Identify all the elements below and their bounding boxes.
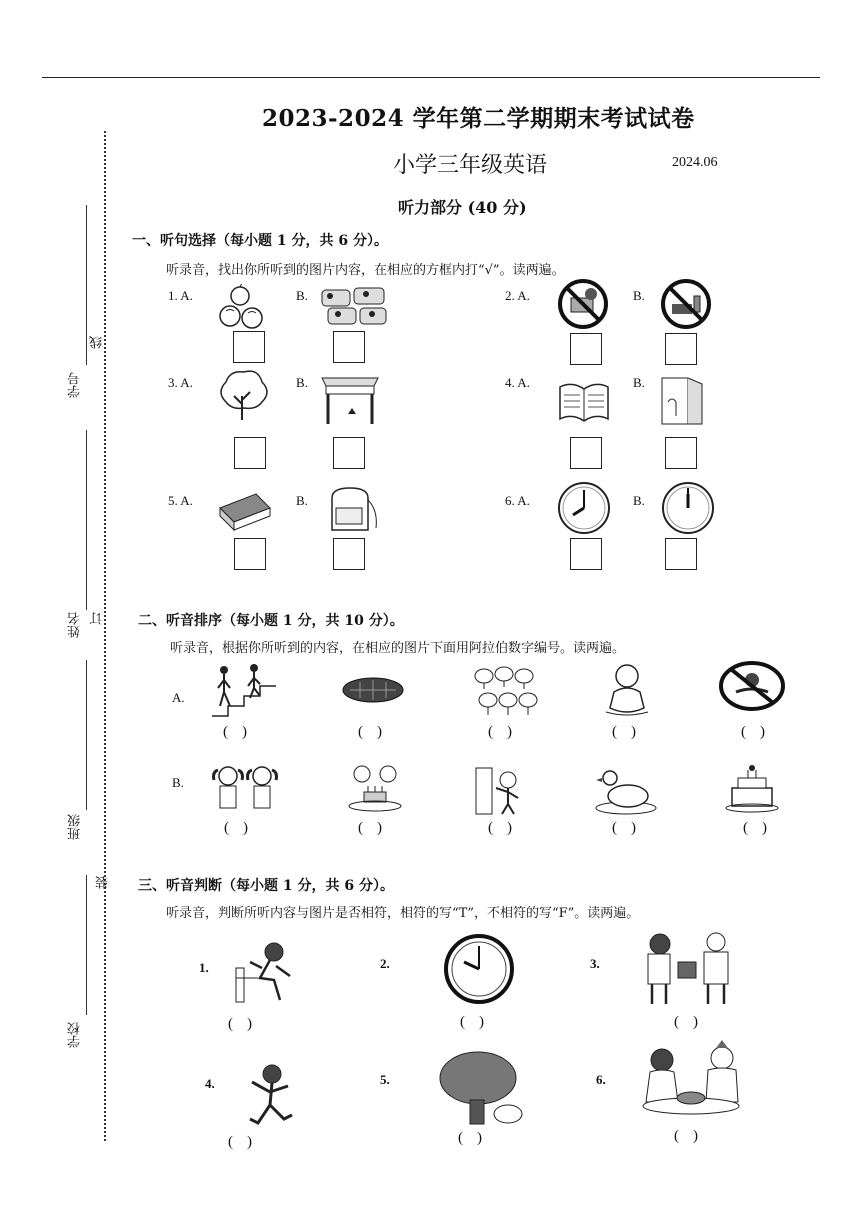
q2-label: 2. A. bbox=[505, 288, 530, 303]
exam-date: 2024.06 bbox=[672, 155, 718, 170]
q1-b-checkbox[interactable] bbox=[333, 331, 365, 363]
q6-b-checkbox[interactable] bbox=[665, 538, 697, 570]
wall-clock-icon bbox=[444, 932, 514, 1006]
b5-answer-parens[interactable]: () bbox=[743, 820, 781, 836]
section1-instruction: 听录音，找出你所听到的图片内容，在相应的方框内打“√”。读两遍。 bbox=[166, 263, 565, 278]
row-b-label: B. bbox=[172, 775, 184, 790]
q3-label: 3. A. bbox=[168, 375, 193, 390]
section2-heading: 二、听音排序（每小题 1 分，共 10 分）。 bbox=[138, 613, 404, 629]
no-reading-sign-icon bbox=[555, 278, 611, 330]
a3-answer-parens[interactable]: () bbox=[488, 724, 526, 740]
j5-answer-parens[interactable]: () bbox=[458, 1130, 496, 1146]
q3-b-label: B. bbox=[296, 375, 308, 390]
j4-answer-parens[interactable]: () bbox=[228, 1134, 266, 1150]
no-swimming-sign-icon bbox=[718, 660, 786, 712]
top-rule bbox=[42, 77, 820, 78]
j6-label: 6. bbox=[596, 1072, 606, 1087]
q2-b-label: B. bbox=[633, 288, 645, 303]
a1-answer-parens[interactable]: () bbox=[223, 724, 261, 740]
q5-b-checkbox[interactable] bbox=[333, 538, 365, 570]
chickens-icon bbox=[470, 660, 542, 718]
j3-answer-parens[interactable]: () bbox=[674, 1014, 712, 1030]
j3-label: 3. bbox=[590, 956, 600, 971]
q1-label: 1. A. bbox=[168, 288, 193, 303]
seal-char-xian: 线 bbox=[90, 336, 105, 349]
q6-a-checkbox[interactable] bbox=[570, 538, 602, 570]
q1-b-label: B. bbox=[296, 288, 308, 303]
section1-heading: 一、听句选择（每小题 1 分，共 6 分）。 bbox=[132, 233, 388, 249]
duck-icon bbox=[592, 766, 660, 816]
student-id-line bbox=[86, 205, 87, 365]
row-a-label: A. bbox=[172, 690, 185, 705]
ladybug-icon bbox=[340, 672, 406, 708]
binding-dotted-line bbox=[104, 131, 106, 1141]
clock-twelve-icon bbox=[660, 480, 716, 536]
name-line bbox=[86, 430, 87, 610]
twin-girls-icon bbox=[210, 764, 282, 818]
giving-gift-icon bbox=[640, 930, 740, 1008]
q4-b-label: B. bbox=[633, 375, 645, 390]
q2-b-checkbox[interactable] bbox=[665, 333, 697, 365]
birthday-cake-icon bbox=[722, 762, 782, 816]
a2-answer-parens[interactable]: () bbox=[358, 724, 396, 740]
a5-answer-parens[interactable]: () bbox=[741, 724, 779, 740]
q3-a-checkbox[interactable] bbox=[234, 437, 266, 469]
q4-a-checkbox[interactable] bbox=[570, 437, 602, 469]
q5-b-label: B. bbox=[296, 493, 308, 508]
baby-icon bbox=[600, 662, 654, 718]
j4-label: 4. bbox=[205, 1076, 215, 1091]
tree-with-pig-icon bbox=[436, 1050, 528, 1130]
climbing-stairs-icon bbox=[210, 662, 282, 718]
b2-answer-parens[interactable]: () bbox=[358, 820, 396, 836]
exam-title: 2023-2024 学年第二学期期末考试试卷 bbox=[262, 105, 695, 132]
class-line bbox=[86, 660, 87, 810]
birthday-party-icon bbox=[344, 762, 406, 816]
j5-label: 5. bbox=[380, 1072, 390, 1087]
name-label: 姓名 bbox=[68, 612, 83, 638]
b3-answer-parens[interactable]: () bbox=[488, 820, 526, 836]
boy-at-door-icon bbox=[472, 764, 530, 818]
school-label: 学校 bbox=[68, 1022, 83, 1048]
j2-label: 2. bbox=[380, 956, 390, 971]
pencil-box-icon bbox=[216, 488, 274, 532]
b1-answer-parens[interactable]: () bbox=[224, 820, 262, 836]
friends-eating-icon bbox=[638, 1040, 744, 1124]
listening-part-title: 听力部分 (40 分) bbox=[398, 198, 527, 217]
student-id-label: 学号 bbox=[68, 372, 83, 398]
j1-answer-parens[interactable]: () bbox=[228, 1016, 266, 1032]
school-line bbox=[86, 875, 87, 1015]
desk-bird-icon bbox=[318, 368, 382, 426]
section3-heading: 三、听音判断（每小题 1 分，共 6 分）。 bbox=[138, 878, 394, 894]
seal-char-zhuang: 装 bbox=[96, 876, 111, 889]
tree-icon bbox=[214, 368, 272, 424]
q4-label: 4. A. bbox=[505, 375, 530, 390]
q1-a-checkbox[interactable] bbox=[233, 331, 265, 363]
j2-answer-parens[interactable]: () bbox=[460, 1014, 498, 1030]
q2-a-checkbox[interactable] bbox=[570, 333, 602, 365]
open-door-icon bbox=[658, 372, 710, 428]
schoolbag-icon bbox=[322, 484, 382, 534]
section2-instruction: 听录音，根据你所听到的内容，在相应的图片下面用阿拉伯数字编号。读两遍。 bbox=[170, 641, 626, 656]
class-label: 班级 bbox=[68, 814, 83, 840]
q6-label: 6. A. bbox=[505, 493, 530, 508]
q6-b-label: B. bbox=[633, 493, 645, 508]
q5-a-checkbox[interactable] bbox=[234, 538, 266, 570]
boy-running-icon bbox=[242, 1062, 304, 1134]
apples-icon bbox=[212, 284, 270, 332]
q5-label: 5. A. bbox=[168, 493, 193, 508]
exam-subtitle: 小学三年级英语 bbox=[393, 153, 548, 178]
cows-icon bbox=[318, 282, 390, 330]
no-eating-sign-icon bbox=[658, 278, 714, 330]
clock-eight-icon bbox=[556, 480, 612, 536]
seal-char-ding: 订 bbox=[90, 612, 105, 625]
j6-answer-parens[interactable]: () bbox=[674, 1128, 712, 1144]
section3-instruction: 听录音，判断所听内容与图片是否相符，相符的写“T”，不相符的写“F”。读两遍。 bbox=[166, 906, 640, 921]
girl-sitting-icon bbox=[232, 938, 302, 1008]
b4-answer-parens[interactable]: () bbox=[612, 820, 650, 836]
open-book-icon bbox=[556, 375, 612, 425]
a4-answer-parens[interactable]: () bbox=[612, 724, 650, 740]
q3-b-checkbox[interactable] bbox=[333, 437, 365, 469]
q4-b-checkbox[interactable] bbox=[665, 437, 697, 469]
j1-label: 1. bbox=[199, 960, 209, 975]
